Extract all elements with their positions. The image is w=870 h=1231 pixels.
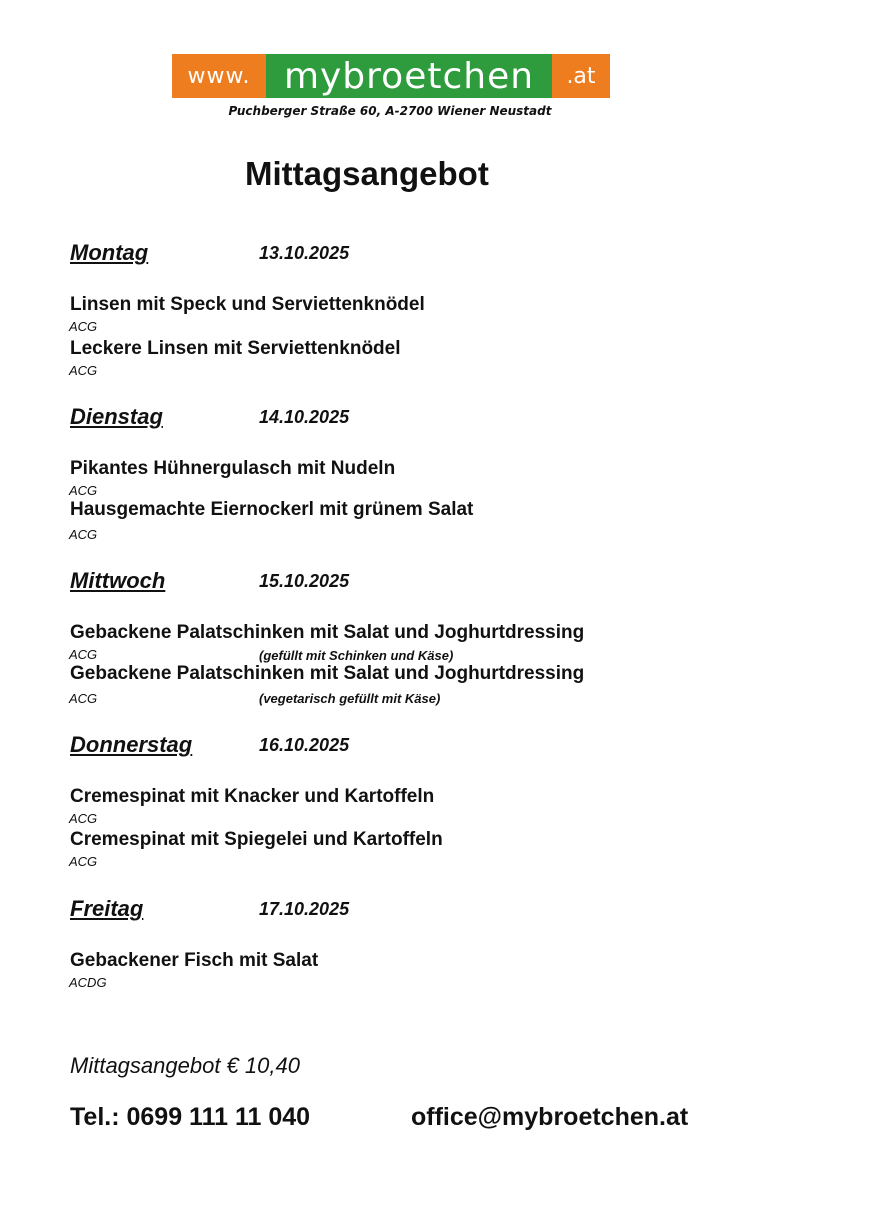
address — [0, 104, 780, 118]
dish-allergens: ACG — [69, 854, 98, 869]
logo-www: www. — [172, 54, 266, 98]
day-date: 16.10.2025 — [259, 735, 350, 755]
dish-allergens: ACG — [69, 483, 98, 498]
day-heading: Donnerstag — [70, 732, 193, 757]
dish-name: Cremespinat mit Knacker und Kartoffeln — [70, 786, 435, 807]
day-heading: Mittwoch — [70, 568, 166, 593]
dish-allergens: ACG — [69, 363, 98, 378]
day-heading: Montag — [70, 240, 149, 265]
phone-number: Tel.: 0699 111 11 040 — [70, 1103, 311, 1131]
dish-allergens: ACG — [69, 647, 98, 662]
dish-note: (vegetarisch gefüllt mit Käse) — [259, 691, 441, 706]
dish-name: Leckere Linsen mit Serviettenknödel — [70, 338, 401, 359]
dish-name: Linsen mit Speck und Serviettenknödel — [70, 294, 425, 315]
day-date: 14.10.2025 — [259, 407, 350, 427]
day-date: 15.10.2025 — [259, 571, 350, 591]
dish-name: Pikantes Hühnergulasch mit Nudeln — [70, 458, 396, 479]
logo-tld: .at — [552, 54, 610, 98]
day-date: 17.10.2025 — [259, 899, 350, 919]
dish-allergens: ACG — [69, 811, 98, 826]
brand-logo — [172, 54, 610, 98]
dish-allergens: ACG — [69, 527, 98, 542]
day-date: 13.10.2025 — [259, 243, 350, 263]
day-heading: Freitag — [70, 896, 144, 921]
page-title: Mittagsangebot — [245, 155, 489, 192]
dish-name: Gebackene Palatschinken mit Salat und Joghurtdressing — [70, 622, 585, 643]
dish-allergens: ACDG — [69, 975, 107, 990]
address-text: Puchberger Straße 60, A-2700 Wiener Neustadt — [228, 104, 552, 118]
dish-name: Hausgemachte Eiernockerl mit grünem Salat — [70, 499, 474, 520]
day-heading: Dienstag — [70, 404, 163, 429]
dish-note: (gefüllt mit Schinken und Käse) — [259, 648, 454, 663]
dish-name: Cremespinat mit Spiegelei und Kartoffeln — [70, 829, 443, 850]
dish-allergens: ACG — [69, 691, 98, 706]
dish-name: Gebackene Palatschinken mit Salat und Joghurtdressing — [70, 663, 585, 684]
price-info: Mittagsangebot € 10,40 — [70, 1053, 300, 1078]
dish-allergens: ACG — [69, 319, 98, 334]
dish-name: Gebackener Fisch mit Salat — [70, 950, 319, 971]
logo-name: mybroetchen — [266, 54, 552, 98]
email-address: office@mybroetchen.at — [411, 1103, 689, 1131]
